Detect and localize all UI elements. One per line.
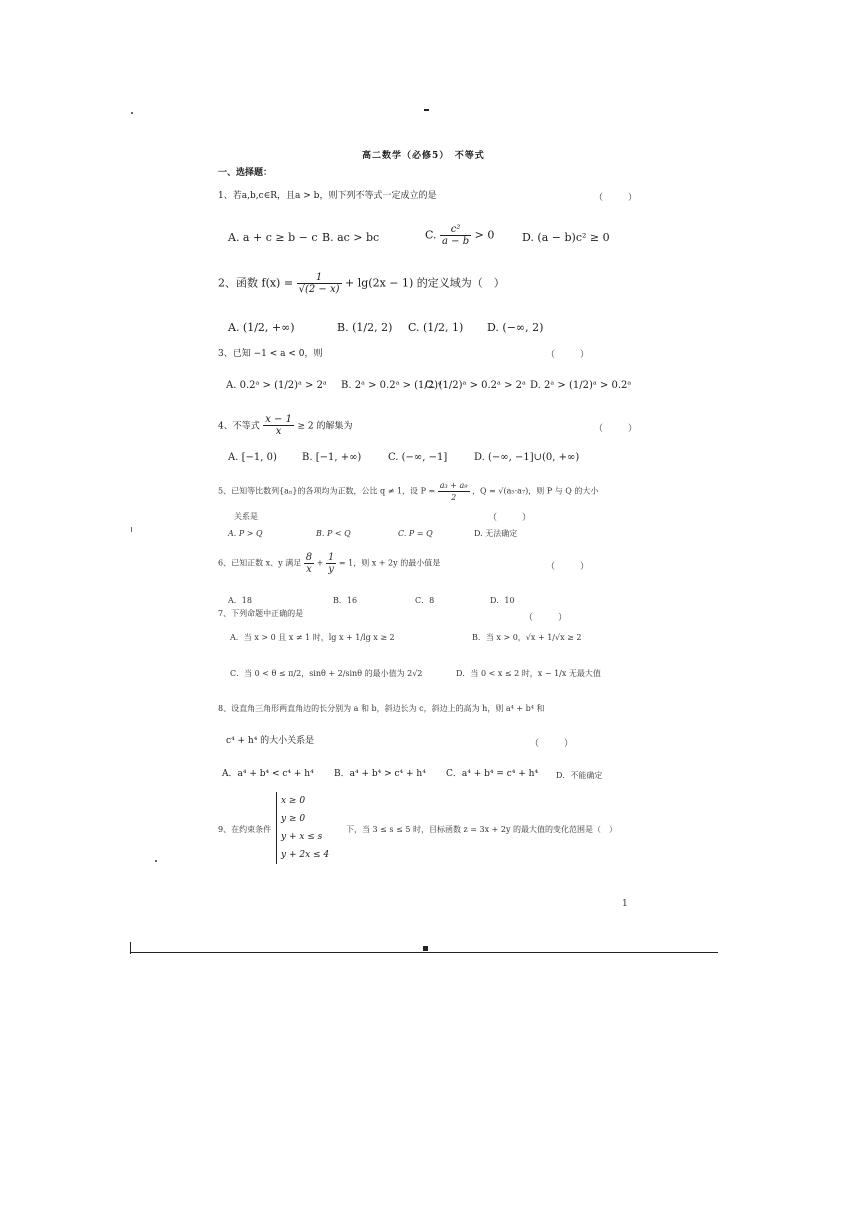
q9-constraint: y ≥ 0 bbox=[281, 814, 306, 824]
q3-option-d: D. 2ᵃ > (1/2)ᵃ > 0.2ᵃ bbox=[530, 380, 632, 391]
rule-tick bbox=[130, 942, 131, 954]
page-number: 1 bbox=[622, 899, 628, 909]
scan-mark bbox=[424, 109, 429, 111]
q1-option-b: B. ac > bc bbox=[322, 231, 380, 244]
q6-stem: 6、已知正数 x、y 满足 $\frac{8}{x}$ + $\frac{1}{y}$ = 1，则 x + 2y 的最小值是 bbox=[218, 552, 441, 575]
page-title: 高二数学（必修5） 不等式 bbox=[362, 151, 485, 161]
q8-option-c: C．a⁴ + b⁴ = c⁴ + h⁴ bbox=[446, 769, 539, 779]
q6-option-a: A．18 bbox=[228, 596, 252, 605]
q9-stem-post: 下，当 3 ≤ s ≤ 5 时，目标函数 z = 3x + 2y 的最大值的变化范围是（ ） bbox=[346, 825, 618, 834]
q7-option-d: D．当 0 < x ≤ 2 时，x − 1/x 无最大值 bbox=[456, 669, 601, 678]
q6-option-d: D．10 bbox=[490, 596, 515, 605]
q4-paren: （ ） bbox=[594, 424, 646, 434]
q9-constraint: y + 2x ≤ 4 bbox=[281, 850, 330, 860]
q5-stem: 5、已知等比数列{aₙ}的各项均为正数，公比 q ≠ 1，设 P = $\frac{\text{a₃ + a₉}}{2}$ ，Q = √(a₅·a₇)，则 P 与 Q 的大小 bbox=[218, 481, 599, 502]
q7-option-a: A．当 x > 0 且 x ≠ 1 时，lg x + 1/lg x ≥ 2 bbox=[230, 633, 395, 642]
q3-paren: （ ） bbox=[546, 350, 598, 360]
q7-stem: 7、下列命题中正确的是 bbox=[218, 609, 304, 618]
q7-option-b: B．当 x > 0，√x + 1/√x ≥ 2 bbox=[472, 633, 582, 642]
q9-constraint: x ≥ 0 bbox=[281, 796, 306, 806]
speck bbox=[131, 112, 133, 114]
q5-option-c: C. P = Q bbox=[398, 529, 433, 538]
q1-option-d: D. (a − b)c² ≥ 0 bbox=[522, 231, 610, 244]
q9-constraint-system bbox=[276, 792, 329, 864]
q1-option-c: C. $\frac{\text{c²}}{a - b}$ > 0 bbox=[425, 224, 495, 247]
q5-stem-cont: 关系是 bbox=[234, 512, 258, 521]
q1-stem: 1、若a,b,c∈R，且a > b，则下列不等式一定成立的是 bbox=[218, 191, 437, 201]
q8-option-a: A．a⁴ + b⁴ < c⁴ + h⁴ bbox=[222, 769, 314, 779]
q4-option-a: A. [−1, 0) bbox=[228, 452, 277, 463]
q4-option-d: D. (−∞, −1]∪(0, +∞) bbox=[474, 452, 580, 463]
q1-option-a: A. a + c ≥ b − c bbox=[228, 231, 318, 244]
scan-mark bbox=[423, 946, 428, 951]
q6-paren: （ ） bbox=[546, 562, 598, 572]
q6-option-c: C．8 bbox=[415, 596, 435, 605]
q1-paren: （ ） bbox=[594, 193, 646, 203]
section-heading: 一、选择题： bbox=[218, 168, 273, 178]
q4-option-c: C. (−∞, −1] bbox=[388, 452, 448, 463]
speck bbox=[155, 860, 157, 862]
q2-option-d: D. (−∞, 2) bbox=[487, 321, 544, 334]
q3-option-a: A. 0.2ᵃ > (1/2)ᵃ > 2ᵃ bbox=[226, 380, 327, 391]
q2-stem: 2、函数 f(x) = $\frac{1}{√(2 - x)}$ + lg(2x − 1) 的定义域为（ ） bbox=[218, 272, 505, 295]
q4-option-b: B. [−1, +∞) bbox=[302, 452, 362, 463]
q8-stem: 8、设直角三角形两直角边的长分别为 a 和 b，斜边长为 c，斜边上的高为 h，则 a⁴ + b⁴ 和 bbox=[218, 704, 545, 713]
q3-option-c: C. (1/2)ᵃ > 0.2ᵃ > 2ᵃ bbox=[425, 380, 526, 391]
q2-option-b: B. (1/2, 2) bbox=[337, 321, 393, 334]
q2-option-a: A. (1/2, +∞) bbox=[228, 321, 295, 334]
q5-option-d: D. 无法确定 bbox=[474, 529, 518, 538]
q3-option-b: B. 2ᵃ > 0.2ᵃ > (1/2)ᵃ bbox=[341, 380, 442, 391]
q4-stem: 4、不等式 $\frac{x - 1}{x}$ ≥ 2 的解集为 bbox=[218, 414, 353, 437]
q8-paren: （ ） bbox=[530, 739, 582, 749]
q9-stem-pre: 9、在约束条件 bbox=[218, 825, 272, 834]
q2-option-c: C. (1/2, 1) bbox=[408, 321, 464, 334]
q7-option-c: C．当 0 < θ ≤ π/2，sinθ + 2/sinθ 的最小值为 2√2 bbox=[230, 669, 423, 678]
q6-option-b: B．16 bbox=[333, 596, 358, 605]
q9-constraint: y + x ≤ s bbox=[281, 832, 323, 842]
q8-stem-cont: c⁴ + h⁴ 的大小关系是 bbox=[226, 736, 315, 746]
q5-option-a: A. P > Q bbox=[228, 529, 263, 538]
q5-option-b: B. P < Q bbox=[316, 529, 351, 538]
q3-stem: 3、已知 −1 < a < 0，则 bbox=[218, 349, 323, 359]
q5-paren: （ ） bbox=[488, 513, 540, 523]
q8-option-d: D．不能确定 bbox=[556, 771, 603, 780]
bottom-rule bbox=[130, 952, 718, 953]
q7-paren: （ ） bbox=[524, 613, 576, 623]
q8-option-b: B．a⁴ + b⁴ > c⁴ + h⁴ bbox=[334, 769, 426, 779]
speck bbox=[131, 527, 132, 532]
